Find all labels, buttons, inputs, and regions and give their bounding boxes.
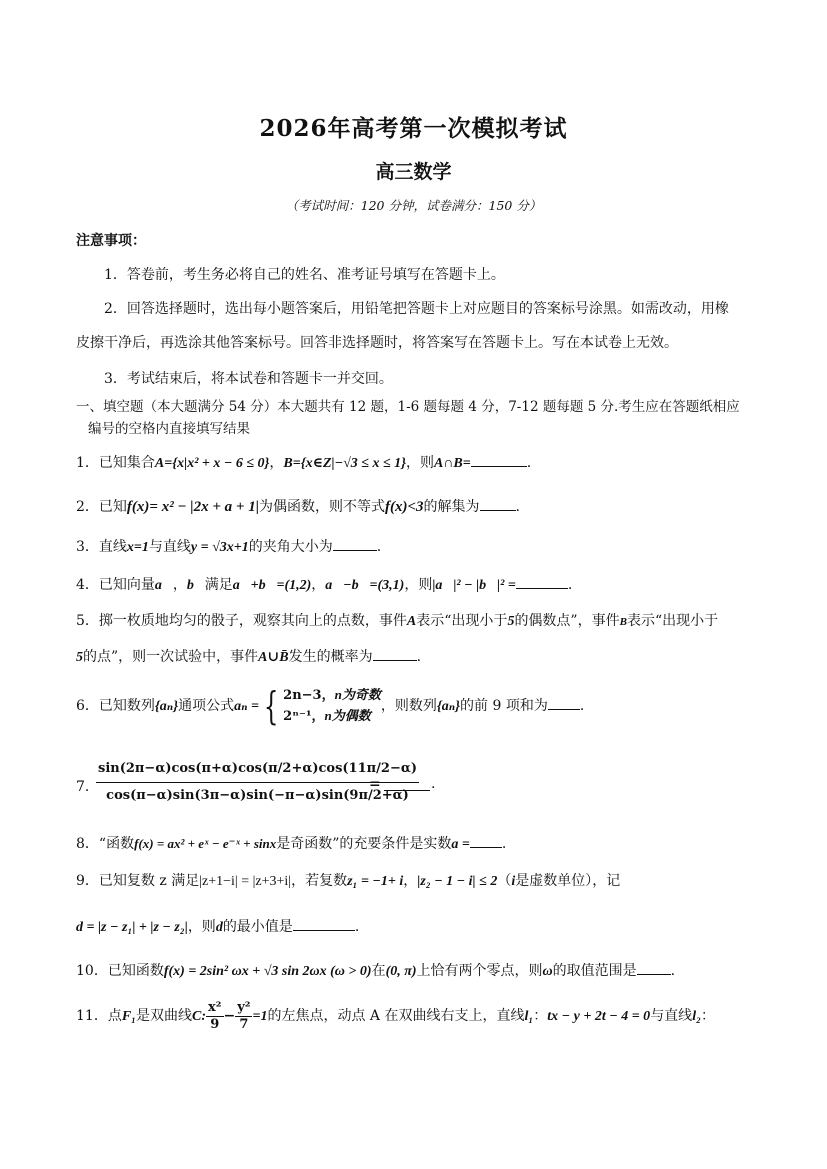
question-text: ，则: [404, 577, 433, 593]
math-expression: l₁: [524, 1009, 534, 1024]
answer-blank: [293, 916, 355, 931]
notice-item-2-line-2: 皮擦干净后，再选涂其他答案标号。回答非选择题时，将答案写在答题卡上。写在本试卷上无效。: [76, 335, 678, 351]
question-text: 是双曲线: [136, 1008, 193, 1024]
exam-subtitle: 高三数学: [375, 161, 452, 183]
question-text: .: [376, 539, 382, 555]
question-text: 满足: [204, 577, 233, 593]
question-number: 9．: [76, 873, 99, 889]
math-expression: a⃗: [154, 578, 173, 593]
question-5-line-1: [76, 611, 756, 632]
math-expression: b⃗: [186, 578, 205, 593]
exam-time-and-score: （考试时间：120 分钟，试卷满分：150 分）: [285, 198, 542, 213]
question-text: 已知函数: [107, 963, 164, 979]
question-text: 的左焦点，动点 A 在双曲线右支上，直线: [267, 1008, 525, 1024]
math-expression: F₁: [121, 1009, 137, 1024]
question-text: 已知数列: [98, 698, 155, 714]
math-expression: a⃗+b⃗=(1,2): [232, 578, 312, 593]
question-text: ，则数列: [380, 698, 437, 714]
question-text: ：: [700, 1008, 715, 1024]
question-text: 的夹角大小为: [248, 539, 333, 555]
notice-heading: 注意事项：: [76, 233, 146, 249]
question-text: .: [416, 649, 422, 665]
question-text: 上恰有两个零点，则: [416, 963, 543, 979]
question-number: 4．: [76, 577, 99, 593]
math-expression: (0, π): [385, 964, 417, 979]
math-expression: {aₙ}: [436, 699, 461, 714]
math-expression: l₂: [692, 1009, 701, 1024]
case-1-condition: n为奇数: [334, 687, 381, 702]
math-expression: a =: [451, 837, 470, 852]
answer-blank: [470, 833, 502, 848]
math-expression: d = |z − z₁| + |z − z₂|: [76, 920, 188, 935]
question-text: ，则: [187, 919, 216, 935]
question-text: ，: [311, 577, 326, 593]
minus-sign: −: [223, 1008, 236, 1024]
left-brace: {: [263, 684, 279, 728]
question-text: 通项公式: [178, 698, 235, 714]
math-expression: A∩B=: [434, 456, 471, 471]
math-expression: x=1: [126, 540, 149, 555]
question-11: [76, 996, 756, 1036]
math-expression: aₙ =: [234, 699, 259, 714]
question-text: 在: [371, 963, 386, 979]
answer-blank: [637, 960, 671, 975]
math-expression: |z₂ − 1 − i| ≤ 2: [417, 874, 498, 889]
fraction-denominator: cos(π−α)sin(3π−α)sin(−π−α)sin(9π/2+α): [106, 788, 409, 803]
case-2-condition: n为偶数: [324, 708, 371, 723]
question-number: 5．: [76, 613, 99, 629]
section-1-heading-line-2: 编号的空格内直接填写结果: [88, 421, 250, 437]
question-text: 发生的概率为: [288, 649, 373, 665]
math-expression: ω: [542, 964, 553, 979]
question-text: ，若复数: [291, 873, 348, 889]
math-expression: |a⃗|² − |b⃗|² =: [432, 578, 516, 593]
answer-blank: [471, 452, 527, 467]
question-text: ，: [172, 577, 187, 593]
question-number: 7．: [76, 779, 99, 795]
question-text: .: [567, 577, 573, 593]
math-expression: |z+1−i| = |z+3+i|: [199, 874, 292, 889]
question-text: 表示“出现小于: [416, 613, 508, 629]
question-3: [76, 536, 756, 558]
question-number: 1．: [76, 455, 99, 471]
math-expression: y = √3x+1: [190, 540, 249, 555]
question-text: 的最小值是: [222, 919, 293, 935]
question-text: 的解集为: [423, 499, 480, 515]
answer-blank: [384, 776, 430, 791]
question-number: 2．: [76, 499, 99, 515]
question-9-line-2: [76, 916, 756, 938]
case-2-expression: 2ⁿ⁻¹，: [283, 709, 325, 724]
question-text: ，: [403, 873, 418, 889]
question-text: .: [526, 455, 532, 471]
math-expression: f(x)<3: [385, 499, 424, 515]
question-text: .: [579, 698, 585, 714]
question-number: 11．: [76, 1008, 108, 1024]
question-text: 是奇函数”的充要条件是实数: [276, 836, 452, 852]
answer-blank: [373, 646, 417, 661]
question-text: 与直线: [650, 1008, 693, 1024]
math-expression: f(x) = 2sin² ωx + √3 sin 2ωx (ω > 0): [163, 964, 372, 979]
answer-blank: [333, 536, 377, 551]
question-text: 点: [107, 1008, 122, 1024]
question-text: 是虚数单位），记: [515, 873, 621, 889]
notice-item-3: 3．考试结束后，将本试卷和答题卡一并交回。: [104, 371, 393, 387]
question-number: 3．: [76, 539, 99, 555]
question-text: 的点”，则一次试验中，事件: [83, 649, 259, 665]
fraction-numerator: x²: [208, 999, 222, 1015]
question-text: 的偶数点”，事件: [514, 613, 620, 629]
question-text: “函数: [98, 836, 135, 852]
question-text: 表示“出现小于: [626, 613, 719, 629]
math-expression: d: [215, 920, 223, 935]
math-expression: z₁ = −1+ i: [347, 874, 404, 889]
notice-item-1: 1．答卷前，考生务必将自己的姓名、准考证号填写在答题卡上。: [104, 267, 505, 283]
question-text: 掷一枚质地均匀的骰子，观察其向上的点数，事件: [98, 613, 407, 629]
question-text: 直线: [98, 539, 127, 555]
exam-title: 2026年高考第一次模拟考试: [259, 115, 568, 142]
question-1: [76, 452, 756, 474]
math-expression: A={x|x² + x − 6 ≤ 0}: [154, 456, 270, 471]
case-1-expression: 2n−3，: [283, 688, 335, 703]
question-text: .: [501, 836, 507, 852]
question-text: ，则: [406, 455, 435, 471]
question-text: 已知向量: [98, 577, 155, 593]
question-text: .: [670, 963, 676, 979]
question-text: 已知: [98, 499, 127, 515]
equals-sign: =: [369, 776, 381, 792]
math-expression: f(x) = ax² + eˣ − e⁻ˣ + sinx: [134, 836, 277, 851]
question-text: 的前 9 项和为: [460, 698, 548, 714]
math-expression: f(x)= x² − |2x + a + 1|: [126, 499, 259, 515]
question-text: .: [431, 776, 436, 792]
math-expression: A: [406, 614, 417, 629]
question-text: ：: [533, 1008, 548, 1024]
answer-blank: [480, 496, 516, 511]
fraction-y-squared-over-7: [235, 1000, 252, 1033]
math-expression: A∪B̄: [258, 650, 289, 665]
math-expression: 5: [76, 650, 83, 665]
question-5-line-2: [76, 646, 756, 668]
question-10: [76, 960, 756, 982]
math-expression: B: [619, 616, 627, 628]
fraction-numerator: y²: [237, 999, 251, 1015]
question-text: ，: [269, 455, 284, 471]
question-number: 10．: [76, 963, 108, 979]
question-text: .: [354, 919, 360, 935]
question-text: 已知集合: [98, 455, 155, 471]
math-expression: i: [511, 874, 516, 889]
fraction-denominator: 9: [210, 1016, 220, 1032]
question-text: 的取值范围是: [552, 963, 637, 979]
question-number: 6．: [76, 698, 99, 714]
piecewise-cases: [283, 685, 381, 727]
question-4: [76, 574, 756, 596]
math-expression: tx − y + 2t − 4 = 0: [547, 1009, 651, 1024]
notice-item-2-line-1: 2．回答选择题时，选出每小题答案后，用铅笔把答题卡上对应题目的答案标号涂黑。如需改动，用橡: [104, 301, 729, 317]
question-text: 与直线: [148, 539, 191, 555]
math-expression: B={x∈Z|−√3 ≤ x ≤ 1}: [283, 456, 407, 471]
question-text: （: [497, 873, 512, 889]
question-text: .: [515, 499, 520, 515]
fraction-x-squared-over-9: [206, 1000, 223, 1033]
math-expression: {aₙ}: [154, 699, 179, 714]
answer-blank: [548, 695, 580, 710]
math-expression: a⃗−b⃗=(3,1): [325, 578, 405, 593]
question-2: [76, 496, 756, 517]
answer-blank: [516, 574, 568, 589]
section-1-heading-line-1: 一、填空题（本大题满分 54 分）本大题共有 12 题，1-6 题每题 4 分，7-12 题每题 5 分.考生应在答题纸相应: [76, 399, 740, 415]
question-7: [76, 756, 776, 816]
math-expression: 5: [507, 614, 515, 629]
question-text: 为偶函数，则不等式: [259, 499, 385, 515]
question-6: [76, 684, 756, 728]
question-8: [76, 833, 756, 855]
question-number: 8．: [76, 836, 99, 852]
math-expression: =1: [252, 1009, 268, 1024]
question-text: 已知复数 z 满足: [98, 873, 200, 889]
fraction-numerator: sin(2π−α)cos(π+α)cos(π/2+α)cos(11π/2−α): [96, 756, 419, 783]
question-9-line-1: [76, 871, 756, 892]
math-expression: C:: [192, 1009, 207, 1024]
fraction-denominator: 7: [239, 1016, 249, 1032]
